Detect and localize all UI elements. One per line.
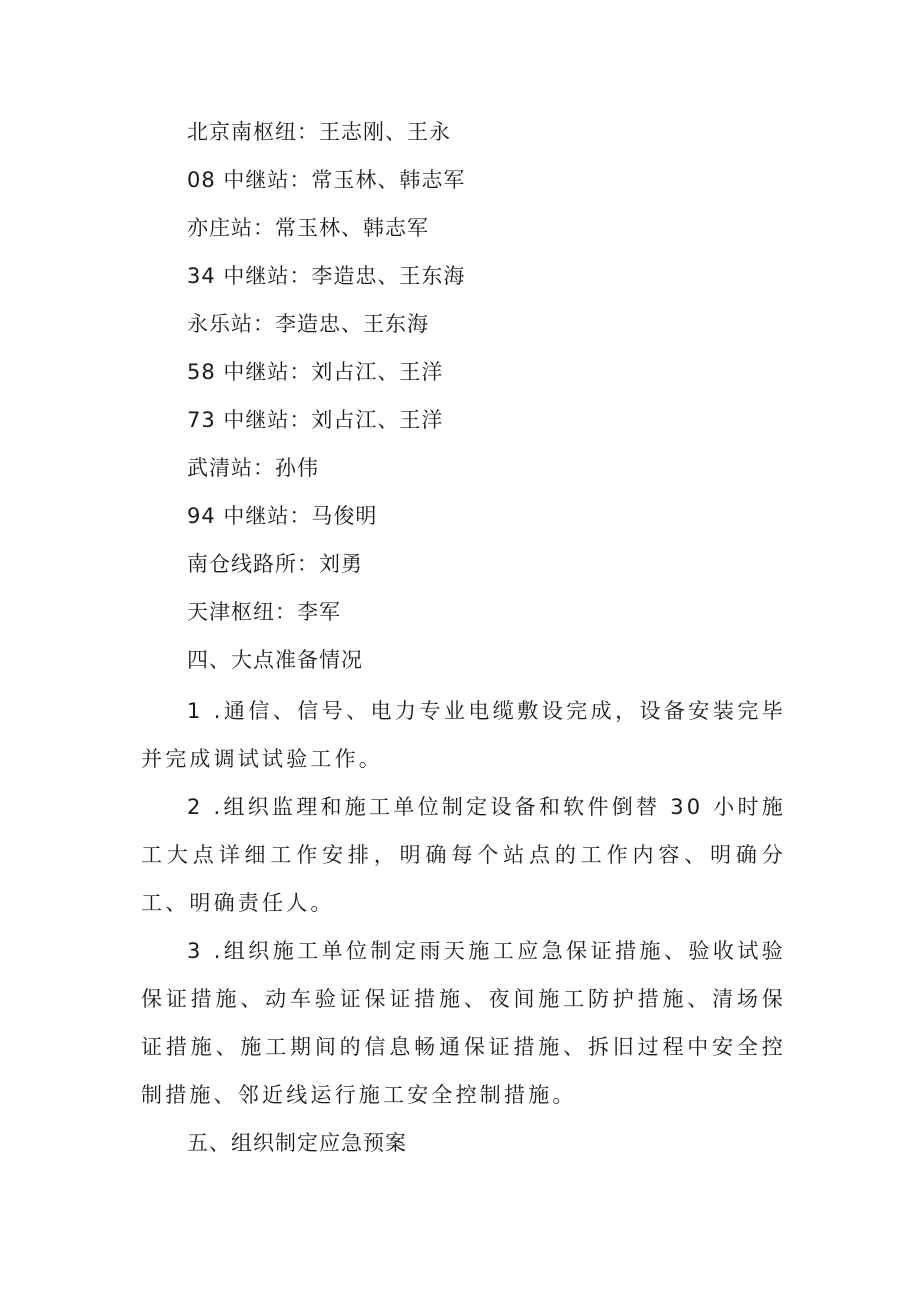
station-line: 永乐站：李造忠、王东海 <box>187 312 429 336</box>
station-line: 34 中继站：李造忠、王东海 <box>187 264 466 288</box>
station-line: 73 中继站：刘占江、王洋 <box>187 408 444 432</box>
paragraph-item-2: 2 .组织监理和施工单位制定设备和软件倒替 30 小时施工大点详细工作安排，明确每个站点的工作内容、明确分工、明确责任人。 <box>141 795 786 915</box>
station-line: 94 中继站：马俊明 <box>187 504 378 528</box>
section-heading-5: 五、组织制定应急预案 <box>187 1131 407 1155</box>
station-line: 58 中继站：刘占江、王洋 <box>187 360 444 384</box>
paragraph-item-3: 3 .组织施工单位制定雨天施工应急保证措施、验收试验保证措施、动车验证保证措施、夜间施工防护措施、清场保证措施、施工期间的信息畅通保证措施、拆旧过程中安全控制措施、邻近线运行施工安全控制措施。 <box>141 939 786 1107</box>
paragraph-item-1: 1 .通信、信号、电力专业电缆敷设完成，设备安装完毕并完成调试试验工作。 <box>141 699 786 771</box>
station-line: 天津枢纽：李军 <box>187 600 341 624</box>
station-line: 武清站：孙伟 <box>187 456 319 480</box>
station-line: 亦庄站：常玉林、韩志军 <box>187 216 429 240</box>
station-line: 南仓线路所：刘勇 <box>187 552 363 576</box>
station-line: 08 中继站：常玉林、韩志军 <box>187 168 466 192</box>
section-heading-4: 四、大点准备情况 <box>187 648 363 672</box>
station-line: 北京南枢纽：王志刚、王永 <box>187 120 451 144</box>
